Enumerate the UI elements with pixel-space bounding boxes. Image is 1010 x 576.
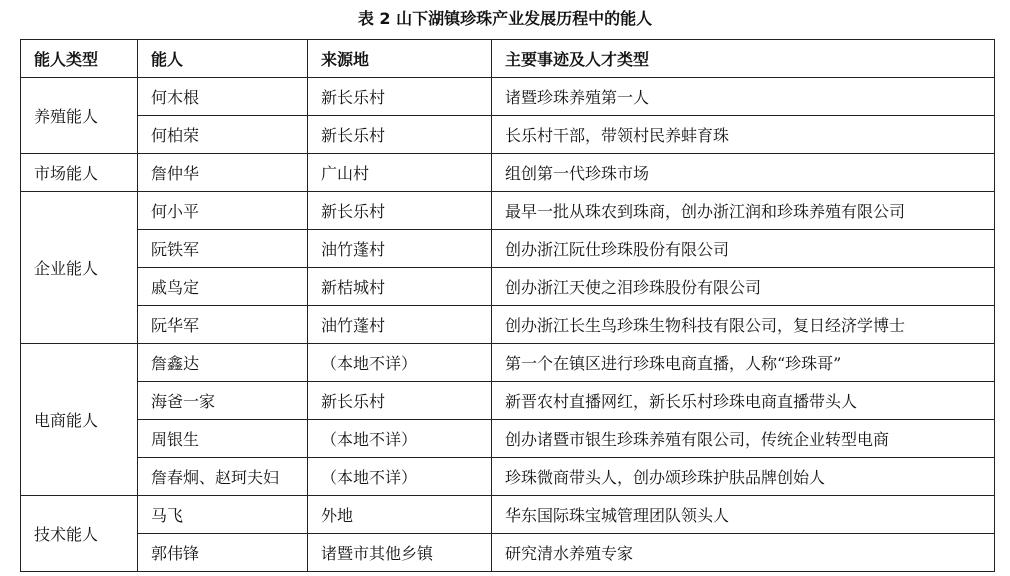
person-cell: 阮铁军 <box>138 230 308 268</box>
table-row <box>21 192 995 230</box>
origin-cell: 新桔城村 <box>308 268 492 306</box>
table-row <box>21 420 995 458</box>
origin-cell: 油竹蓬村 <box>308 306 492 344</box>
table-row <box>21 230 995 268</box>
origin-cell: 新长乐村 <box>308 116 492 154</box>
origin-cell: 外地 <box>308 496 492 534</box>
table-row <box>21 116 995 154</box>
type-cell: 电商能人 <box>21 344 138 496</box>
header-type: 能人类型 <box>21 40 138 78</box>
origin-cell: 广山村 <box>308 154 492 192</box>
origin-cell: 诸暨市其他乡镇 <box>308 534 492 572</box>
description-cell: 研究清水养殖专家 <box>492 534 995 572</box>
description-cell: 创办浙江阮仕珍珠股份有限公司 <box>492 230 995 268</box>
person-cell: 詹鑫达 <box>138 344 308 382</box>
table-row <box>21 78 995 116</box>
table-row <box>21 534 995 572</box>
type-cell: 企业能人 <box>21 192 138 344</box>
type-cell: 市场能人 <box>21 154 138 192</box>
person-cell: 何小平 <box>138 192 308 230</box>
type-cell: 养殖能人 <box>21 78 138 154</box>
description-cell: 最早一批从珠农到珠商，创办浙江润和珍珠养殖有限公司 <box>492 192 995 230</box>
table-row <box>21 382 995 420</box>
description-cell: 华东国际珠宝城管理团队领头人 <box>492 496 995 534</box>
description-cell: 诸暨珍珠养殖第一人 <box>492 78 995 116</box>
origin-cell: 新长乐村 <box>308 192 492 230</box>
table-row <box>21 344 995 382</box>
table-caption: 表 2 山下湖镇珍珠产业发展历程中的能人 <box>357 9 653 28</box>
origin-cell: 新长乐村 <box>308 382 492 420</box>
description-cell: 创办诸暨市银生珍珠养殖有限公司，传统企业转型电商 <box>492 420 995 458</box>
description-cell: 组创第一代珍珠市场 <box>492 154 995 192</box>
description-cell: 新晋农村直播网红，新长乐村珍珠电商直播带头人 <box>492 382 995 420</box>
description-cell: 创办浙江长生鸟珍珠生物科技有限公司，复日经济学博士 <box>492 306 995 344</box>
description-cell: 创办浙江天使之泪珍珠股份有限公司 <box>492 268 995 306</box>
header-origin: 来源地 <box>308 40 492 78</box>
person-cell: 马飞 <box>138 496 308 534</box>
table-header <box>21 40 995 78</box>
description-cell: 第一个在镇区进行珍珠电商直播，人称“珍珠哥” <box>492 344 995 382</box>
table-row <box>21 306 995 344</box>
header-person: 能人 <box>138 40 308 78</box>
person-cell: 詹春炯、赵珂夫妇 <box>138 458 308 496</box>
origin-cell: （本地不详） <box>308 420 492 458</box>
header-description: 主要事迹及人才类型 <box>492 40 995 78</box>
origin-cell: 油竹蓬村 <box>308 230 492 268</box>
person-cell: 阮华军 <box>138 306 308 344</box>
person-cell: 何柏荣 <box>138 116 308 154</box>
origin-cell: （本地不详） <box>308 458 492 496</box>
table-body <box>21 78 995 572</box>
origin-cell: （本地不详） <box>308 344 492 382</box>
person-cell: 海爸一家 <box>138 382 308 420</box>
header-row <box>21 40 995 78</box>
table-row <box>21 154 995 192</box>
person-cell: 何木根 <box>138 78 308 116</box>
table-row <box>21 268 995 306</box>
person-cell: 戚鸟定 <box>138 268 308 306</box>
person-cell: 周银生 <box>138 420 308 458</box>
person-cell: 詹仲华 <box>138 154 308 192</box>
table-row <box>21 496 995 534</box>
person-cell: 郭伟锋 <box>138 534 308 572</box>
description-cell: 珍珠微商带头人，创办颂珍珠护肤品牌创始人 <box>492 458 995 496</box>
talent-table <box>20 39 995 572</box>
type-cell: 技术能人 <box>21 496 138 572</box>
origin-cell: 新长乐村 <box>308 78 492 116</box>
table-row <box>21 458 995 496</box>
description-cell: 长乐村干部，带领村民养蚌育珠 <box>492 116 995 154</box>
